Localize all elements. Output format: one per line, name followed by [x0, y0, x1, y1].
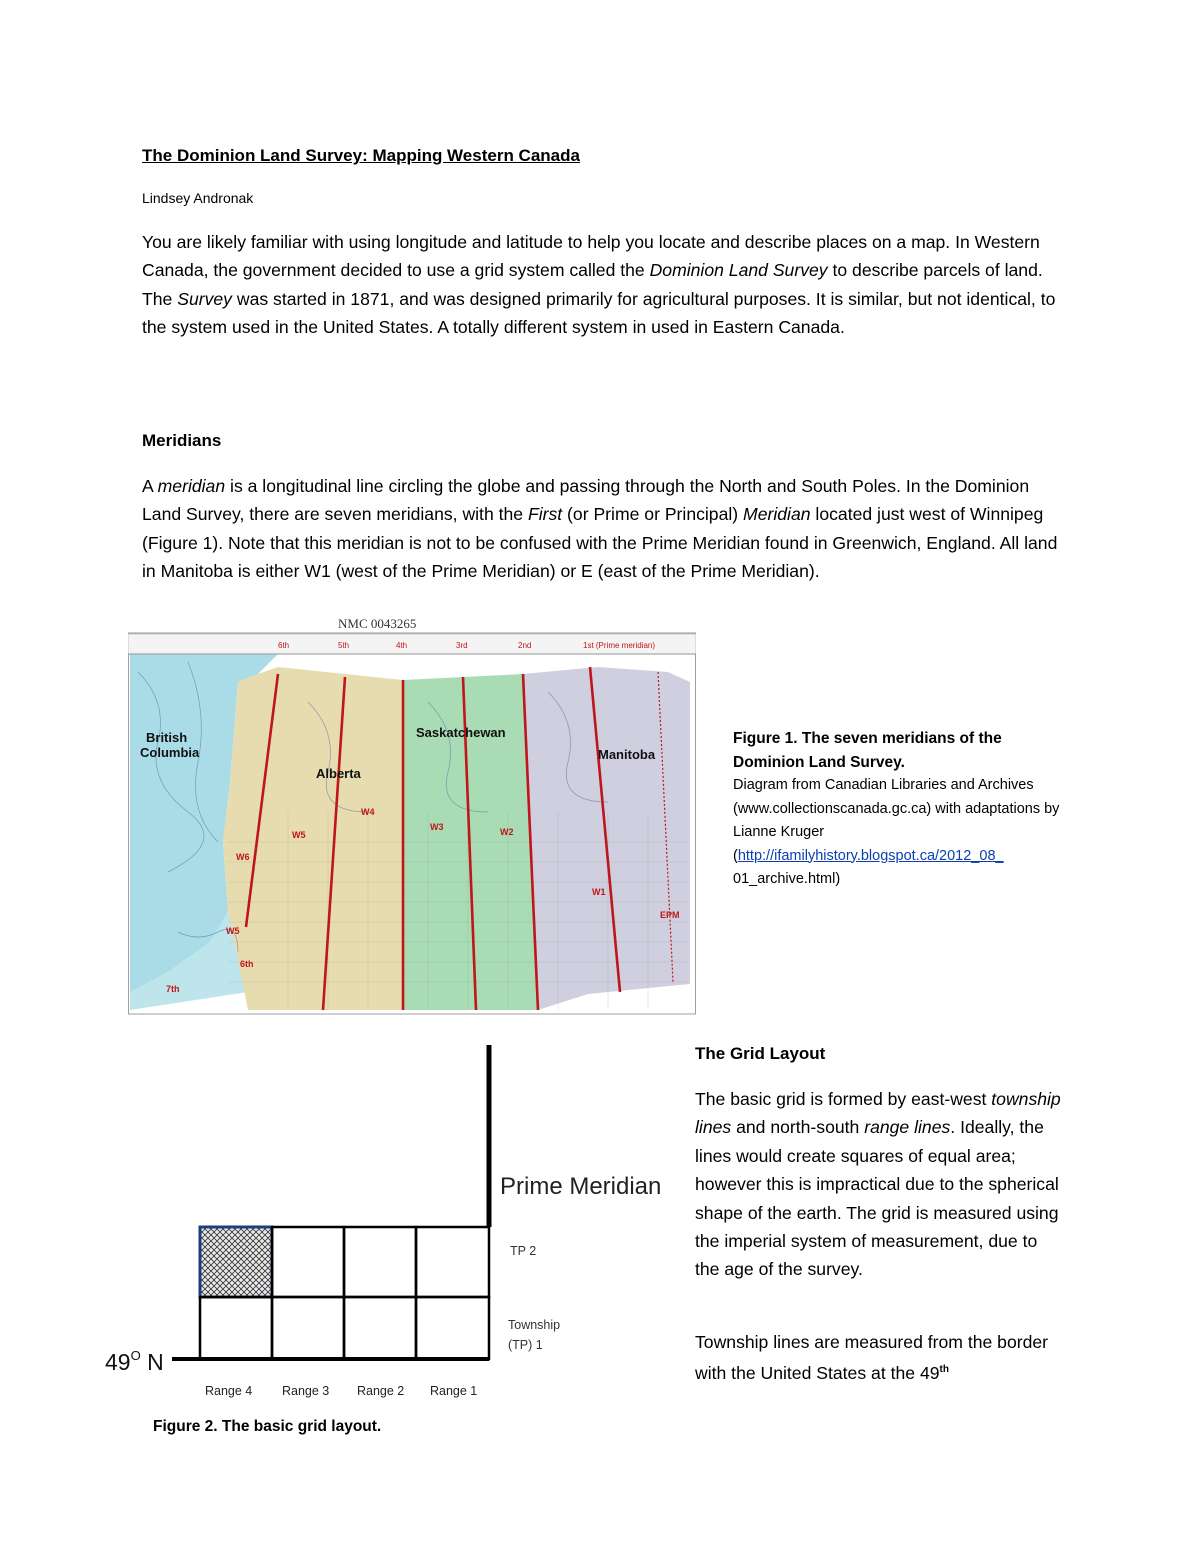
intro-paragraph: You are likely familiar with using longitude and latitude to help you locate and describe places on a map. In Western Canada, the government decided to use a grid system called the Dominion Land Survey to describe parcels of land. The Survey was started in 1871, and was designed primarily for agricultural purposes. It is similar, but not identical, to the system used in the United States. A totally different system in used in Eastern Canada.	[142, 232, 1056, 338]
top-label-1: 1st (Prime meridian)	[583, 641, 656, 650]
grid-diagram	[100, 1040, 690, 1410]
label-bc: British Columbia	[140, 730, 200, 760]
meridians-paragraph: A meridian is a longitudinal line circling the globe and passing through the North and South Poles. In the Dominion Land Survey, there are seven meridians, with the First (or Prime or Principal) Meridian located just west of Winnipeg (Figure 1). Note that this meridian is not to be confused with the Prime Meridian found in Greenwich, England. All land in Manitoba is either W1 (west of the Prime Meridian) or E (east of the Prime Meridian).	[142, 476, 1058, 582]
label-6th-lower: 6th	[240, 959, 254, 969]
label-manitoba: Manitoba	[598, 747, 656, 762]
range-3-label: Range 3	[282, 1384, 330, 1398]
label-7th: 7th	[166, 984, 180, 994]
prime-meridian-label: Prime Meridian	[500, 1173, 662, 1200]
top-label-2: 2nd	[518, 641, 532, 650]
figure1-caption: Figure 1. The seven meridians of the Dominion Land Survey.	[733, 730, 1002, 771]
label-w5-lower: W5	[226, 926, 240, 936]
figure2-caption: Figure 2. The basic grid layout.	[153, 1418, 382, 1435]
top-label-4: 4th	[396, 641, 408, 650]
parallel-label: $49^O$ N	[105, 1348, 164, 1375]
label-alberta: Alberta	[316, 766, 361, 781]
meridians-map	[128, 612, 696, 1020]
shaded-township	[200, 1227, 272, 1297]
township-label-2: (TP) 1	[508, 1338, 543, 1352]
meridians-heading: Meridians	[142, 431, 222, 450]
label-w1: W1	[592, 887, 606, 897]
range-2-label: Range 2	[357, 1384, 405, 1398]
label-epm: EPM	[660, 910, 680, 920]
range-1-label: Range 1	[430, 1384, 478, 1398]
label-saskatchewan: Saskatchewan	[416, 725, 506, 740]
grid-layout-paragraph: The basic grid is formed by east-west township lines and north-south range lines. Ideally, the lines would create squares of equal area; however this is impractical due to the spherical shape of the earth. The grid is measured using the imperial system of measurement, due to the age of the survey.	[695, 1089, 1061, 1280]
figure1-source: Diagram from Canadian Libraries and Archives (www.collectionscanada.gc.ca) with adaptations by Lianne Kruger (http://ifamilyhistory.blogspot.ca/2012_08_ 01_archive.html)	[733, 777, 1060, 887]
top-label-3: 3rd	[456, 641, 468, 650]
grid-layout-heading: The Grid Layout	[695, 1044, 826, 1063]
label-w2: W2	[500, 827, 514, 837]
top-label-6: 6th	[278, 641, 290, 650]
top-label-5: 5th	[338, 641, 350, 650]
label-w3: W3	[430, 822, 444, 832]
tp2-label: TP 2	[510, 1244, 537, 1258]
township-lines-paragraph: Township lines are measured from the border with the United States at the 49th	[695, 1332, 1049, 1384]
label-w5: W5	[292, 830, 306, 840]
label-w4: W4	[361, 807, 375, 817]
figure1-link[interactable]: http://ifamilyhistory.blogspot.ca/2012_08_	[737, 847, 1004, 864]
document-title: The Dominion Land Survey: Mapping Western Canada	[142, 146, 580, 165]
label-w6: W6	[236, 852, 250, 862]
township-label: Township	[508, 1318, 561, 1332]
map-code: NMC 0043265	[338, 616, 417, 631]
range-4-label: Range 4	[205, 1384, 253, 1398]
figure1-caption-block	[733, 727, 1063, 892]
author-name: Lindsey Andronak	[142, 190, 254, 206]
